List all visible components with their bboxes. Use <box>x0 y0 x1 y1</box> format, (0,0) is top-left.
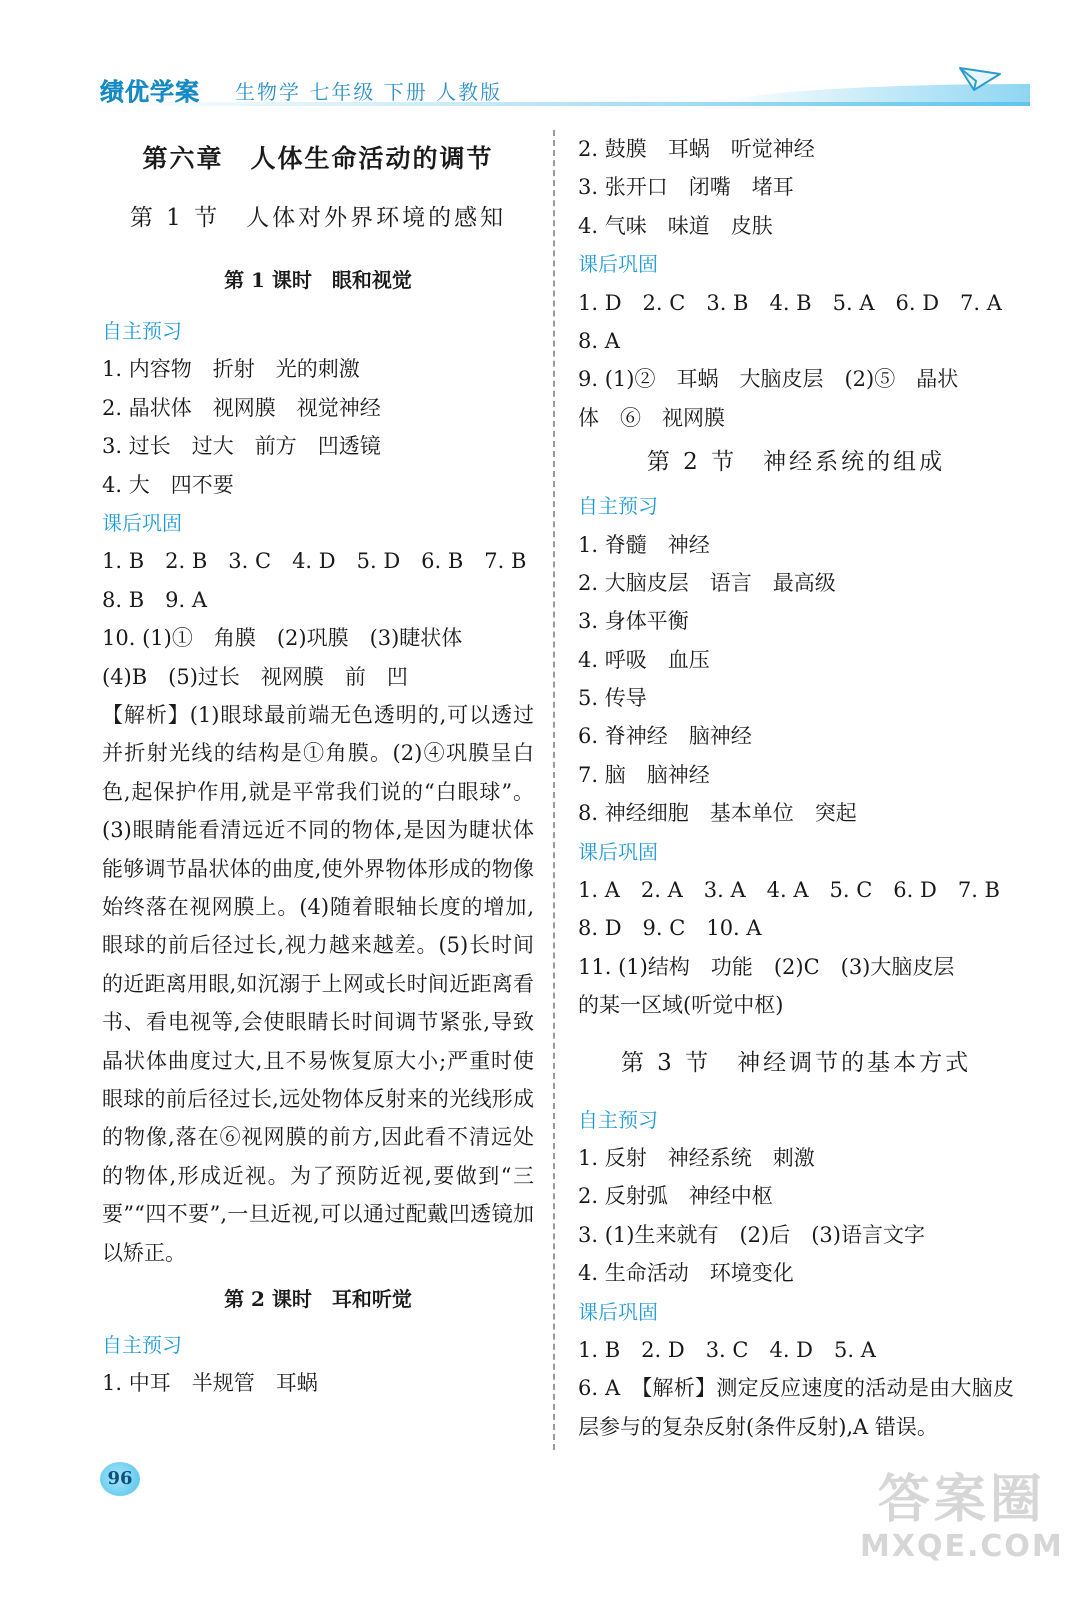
answer-line: 6. 脊神经 脑神经 <box>578 724 752 749</box>
answer-line: 3. 过长 过大 前方 凹透镜 <box>102 434 381 459</box>
column-divider <box>553 130 555 1450</box>
answer-line: 8. 神经细胞 基本单位 突起 <box>578 801 857 826</box>
section-label-review: 课后巩固 <box>102 510 182 535</box>
answer-line: 7. 脑 脑神经 <box>578 762 710 787</box>
answer-line: 11. (1)结构 功能 (2)C (3)大脑皮层 <box>578 954 955 979</box>
answer-line: 1. 内容物 折射 光的刺激 <box>102 357 360 382</box>
answer-line: 3. 张开口 闭嘴 堵耳 <box>578 175 794 200</box>
watermark-url: MXQE.COM <box>860 1529 1064 1564</box>
section-title: 第 3 节 神经调节的基本方式 <box>620 1049 972 1076</box>
answer-line: 8. A <box>578 328 620 353</box>
section-label-review: 课后巩固 <box>578 1299 658 1324</box>
answer-line: 8. B 9. A <box>102 587 208 612</box>
answer-line: 9. (1)② 耳蜗 大脑皮层 (2)⑤ 晶状 <box>578 367 959 392</box>
answer-line: 1. B 2. B 3. C 4. D 5. D 6. B 7. B <box>102 549 527 574</box>
answer-line: 4. 呼吸 血压 <box>578 647 710 672</box>
answer-line: (4)B (5)过长 视网膜 前 凹 <box>102 664 408 689</box>
left-column <box>102 130 534 1403</box>
answer-line: 的某一区域(听觉中枢) <box>578 993 784 1018</box>
answer-line: 体 ⑥ 视网膜 <box>578 405 725 430</box>
section-label-preview: 自主预习 <box>102 1333 182 1357</box>
section-title: 第 1 节 人体对外界环境的感知 <box>129 205 507 231</box>
answer-line: 4. 生命活动 环境变化 <box>578 1261 794 1286</box>
answer-line: 1. 反射 神经系统 刺激 <box>578 1145 815 1170</box>
answer-line: 4. 气味 味道 皮肤 <box>578 213 773 238</box>
answer-line: 2. 大脑皮层 语言 最高级 <box>578 570 836 595</box>
answer-line: 1. D 2. C 3. B 4. B 5. A 6. D 7. A <box>578 290 1002 315</box>
answer-line: 1. B 2. D 3. C 4. D 5. A <box>578 1337 876 1362</box>
series-logo: 绩优学案 <box>100 78 200 106</box>
page-header <box>100 64 1030 114</box>
section-label-preview: 自主预习 <box>578 494 658 519</box>
lesson-title: 第 1 课时 眼和视觉 <box>224 268 412 292</box>
answer-line: 4. 大 四不要 <box>102 472 234 497</box>
section-title: 第 2 节 神经系统的组成 <box>646 449 946 476</box>
section-label-preview: 自主预习 <box>578 1107 658 1132</box>
chapter-title: 第六章 人体生命活动的调节 <box>142 144 494 173</box>
answer-line: 3. (1)生来就有 (2)后 (3)语言文字 <box>578 1222 925 1247</box>
answer-line: 5. 传导 <box>578 686 647 711</box>
answer-line: 1. A 2. A 3. A 4. A 5. C 6. D 7. B <box>578 878 1000 903</box>
answer-line: 1. 中耳 半规管 耳蜗 <box>102 1371 318 1396</box>
right-column <box>578 130 1014 1446</box>
answer-line: 1. 脊髓 神经 <box>578 532 710 557</box>
answer-line: 2. 晶状体 视网膜 视觉神经 <box>102 395 381 420</box>
answer-line: 2. 鼓膜 耳蜗 听觉神经 <box>578 137 815 161</box>
page-number: 96 <box>100 1462 140 1496</box>
answer-line: 10. (1)① 角膜 (2)巩膜 (3)睫状体 <box>102 626 463 651</box>
site-watermark <box>860 1470 1064 1564</box>
answer-line: 2. 反射弧 神经中枢 <box>578 1184 773 1209</box>
section-label-preview: 自主预习 <box>102 319 182 343</box>
watermark-logo-text: 答案圈 <box>877 1470 1046 1530</box>
book-subject: 生物学 七年级 下册 人教版 <box>235 80 503 104</box>
answer-line: 8. D 9. C 10. A <box>578 916 762 941</box>
section-label-review: 课后巩固 <box>578 839 658 864</box>
answer-line: 3. 身体平衡 <box>578 609 689 634</box>
section-label-review: 课后巩固 <box>578 252 658 277</box>
lesson-title: 第 2 课时 耳和听觉 <box>224 1287 412 1311</box>
paper-plane-icon <box>958 64 1002 94</box>
analysis-paragraph: 【解析】(1)眼球最前端无色透明的,可以透过并折射光线的结构是①角膜。(2)④巩膜呈白色,起保护作用,就是平常我们说的“白眼球”。(3)眼睛能看清远近不同的物体,是因为睫状体能够调节晶状体的曲度,使外界物体形成的物像始终落在视网膜上。(4)随着眼轴长度的增加,眼球的前后径过长,视力越来越差。(5)长时间的近距离用眼,如沉溺于上网或长时间近距离看书、看电视等,会使眼睛长时间调节紧张,导致晶状体曲度过大,且不易恢复原大小;严重时使眼球的前后径过长,远处物体反射来的光线形成的物像,落在⑥视网膜的前方,因此看不清远处的物体,形成近视。为了预防近视,要做到“三要”“四不要”,一旦近视,可以通过配戴凹透镜加以矫正。 <box>102 702 534 1265</box>
analysis-paragraph: 6. A 【解析】测定反应速度的活动是由大脑皮层参与的复杂反射(条件反射),A 错误。 <box>578 1376 1014 1439</box>
